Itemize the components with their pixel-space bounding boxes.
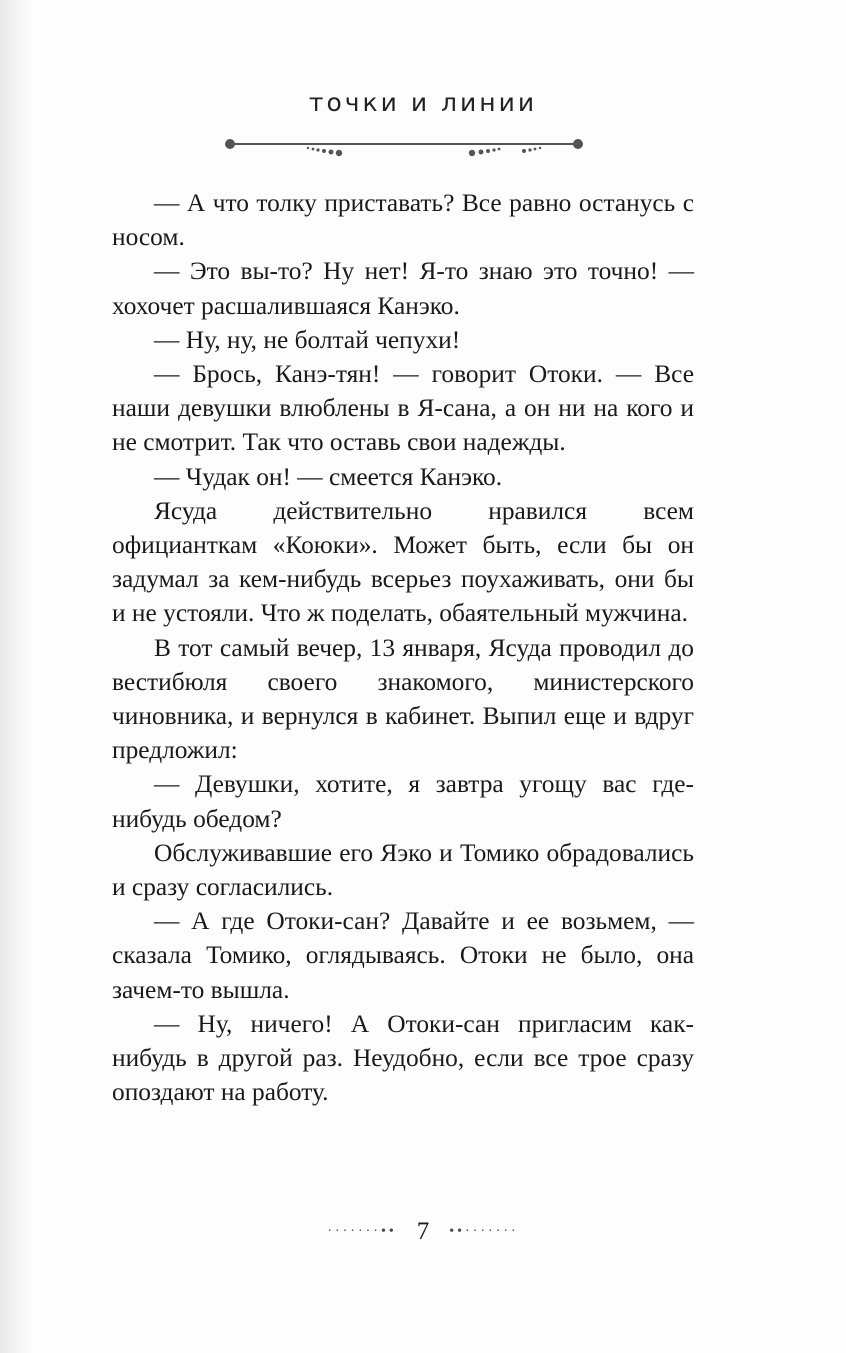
footer-right-dots: ••······· (449, 1224, 519, 1239)
header-ornament (0, 133, 846, 163)
footer-left-dots: ·······•• (327, 1224, 397, 1239)
paragraph: — Чудак он! — смеется Канэко. (154, 462, 503, 491)
paragraph: — А что толку приставать? Все равно останусь с носом. (112, 189, 694, 252)
page-number: 7 (416, 1218, 430, 1245)
paragraph: Обслуживавшие его Яэко и Томико обрадовались и сразу согласились. (112, 838, 694, 902)
paragraph: — Ну, ну, не болтай чепухи! (154, 325, 461, 354)
paragraph: — Девушки, хотите, я завтра угощу вас где-нибудь обедом? (112, 770, 694, 833)
paragraph: В тот самый вечер, 13 января, Ясуда проводил до вестибюля своего знакомого, министерского чиновника, и вернулся в кабинет. Выпил еще и вдруг предложил: (112, 633, 694, 765)
body-text (112, 186, 694, 1109)
paragraph: — Это вы-то? Ну нет! Я-то знаю это точно! — хохочет расшалившаяся Канэко. (112, 257, 694, 320)
running-title: точки и линии (308, 88, 538, 117)
paragraph: Ясуда действительно нравился всем официанткам «Коюки». Может быть, если бы он задумал за кем-нибудь всерьез поухаживать, они бы и не устояли. Что ж поделать, обаятельный мужчина. (112, 496, 694, 628)
running-header (0, 88, 846, 117)
paragraph: — Брось, Канэ-тян! — говорит Отоки. — Все наши девушки влюблены в Я-сана, а он ни на кого и не смотрит. Так что оставь свои надежды. (112, 360, 694, 457)
paragraph: — А где Отоки-сан? Давайте и ее возьмем, — сказала Томико, оглядываясь. Отоки не было, она зачем-то вышла. (112, 907, 694, 1004)
page-gutter-shadow (0, 0, 34, 1353)
page-footer (0, 1218, 846, 1248)
paragraph: — Ну, ничего! А Отоки-сан пригласим как-нибудь в другой раз. Неудобно, если все трое сразу опоздают на работу. (112, 1009, 694, 1107)
